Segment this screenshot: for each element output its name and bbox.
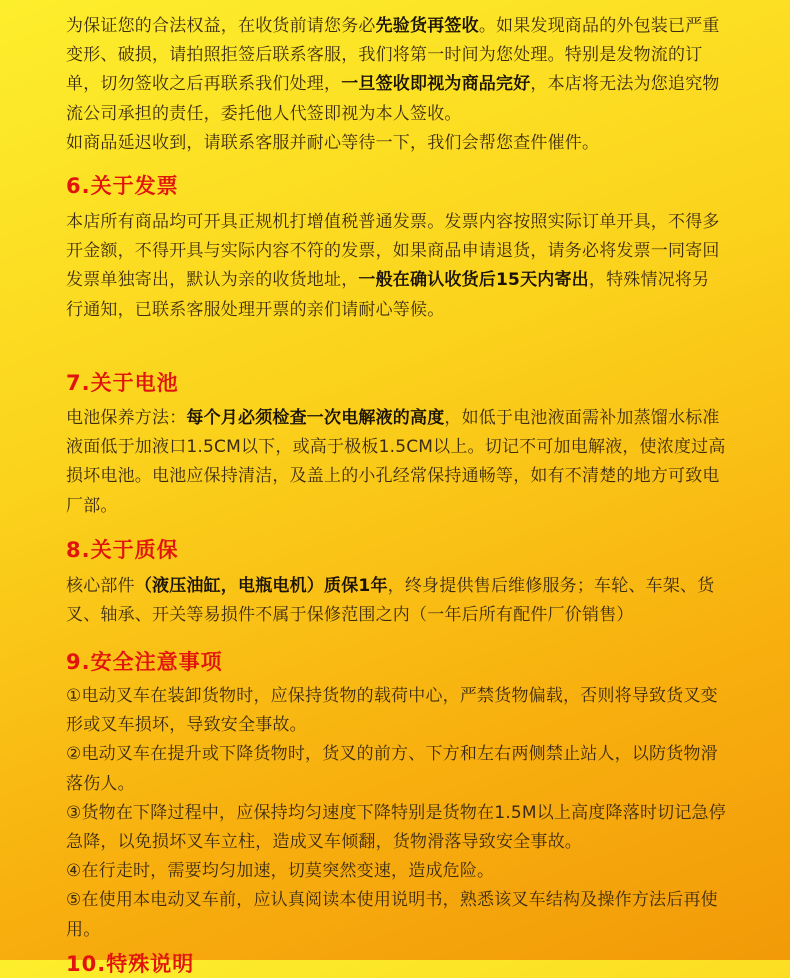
invoice-heading: 6.关于发票	[66, 174, 179, 198]
safety-heading: 9.安全注意事项	[66, 650, 223, 674]
battery-paragraph	[66, 404, 726, 521]
inspection-text-a: 为保证您的合法权益，在收货前请您务必	[66, 16, 376, 36]
safety-item-1: ①电动叉车在装卸货物时，应保持货物的载荷中心，严禁货物偏载，否则将导致货叉变形或叉车损坏，导致安全事故。	[66, 686, 718, 736]
safety-item-2: ②电动叉车在提升或下降货物时，货叉的前方、下方和左右两侧禁止站人，以防货物滑落伤人。	[66, 744, 718, 794]
special-notes-heading: 10.特殊说明	[66, 952, 195, 976]
inspection-emphasis-2: 一旦签收即视为商品完好	[341, 74, 531, 95]
warranty-heading: 8.关于质保	[66, 538, 179, 562]
inspection-paragraph	[66, 12, 726, 129]
battery-text-c: ，如低于电池液面需补加蒸馏水标准液面低于加液口1.5CM以下，或高于极板1.5CM以上。切记不可加电解液，使浓度过高损坏电池。电池应保持清洁，及盖上的小孔经常保持通畅等，如有不清楚的地方可致电厂部。	[66, 408, 726, 516]
invoice-text-a: 本店所有商品均可开具正规机打增值税普通发票。发票内容按照实际订单开具，不得多开金额，不得开具与实际内容不符的发票，如果商品申请退货，请务必将发票一同寄回发票单独寄出，默认为亲的收货地址，	[66, 212, 720, 291]
delay-paragraph: 如商品延迟收到，请联系客服并耐心等待一下，我们会帮您查件催件。	[66, 133, 600, 153]
invoice-emphasis: 一般在确认收货后15天内寄出	[358, 270, 589, 291]
battery-text-a: 电池保养方法：	[66, 408, 187, 428]
safety-list	[66, 682, 726, 945]
inspection-text-c: 。如果发现商品的外包装已严重变形、破损，请拍照拒签后联系客服，我们将第一时间为您处理。特别是发物流的订单，切勿签收之后再联系我们处理，	[66, 16, 720, 95]
warranty-text-c: ，终身提供售后维修服务；车轮、车架、货叉、轴承、开关等易损件不属于保修范围之内（一年后所有配件厂价销售）	[66, 576, 715, 626]
safety-item-3: ③货物在下降过程中，应保持均匀速度下降特别是货物在1.5M以上高度降落时切记急停急降，以免损坏叉车立柱，造成叉车倾翻，货物滑落导致安全事故。	[66, 802, 726, 853]
warranty-paragraph	[66, 572, 726, 630]
invoice-paragraph	[66, 208, 726, 325]
safety-item-5: ⑤在使用本电动叉车前，应认真阅读本使用说明书，熟悉该叉车结构及操作方法后再使用。	[66, 890, 718, 940]
warranty-emphasis: （液压油缸，电瓶电机）质保1年	[134, 576, 388, 596]
battery-emphasis: 每个月必须检查一次电解液的高度	[186, 408, 445, 428]
safety-item-4: ④在行走时，需要均匀加速，切莫突然变速，造成危险。	[66, 861, 495, 882]
inspection-text-e: ，本店将无法为您追究物流公司承担的责任，委托他人代签即视为本人签收。	[66, 74, 720, 124]
battery-heading: 7.关于电池	[66, 371, 179, 395]
inspection-emphasis-1: 先验货再签收	[375, 16, 479, 36]
invoice-text-c: ，特殊情况将另行通知，已联系客服处理开票的亲们请耐心等候。	[66, 270, 710, 320]
warranty-text-a: 核心部件	[66, 576, 135, 596]
